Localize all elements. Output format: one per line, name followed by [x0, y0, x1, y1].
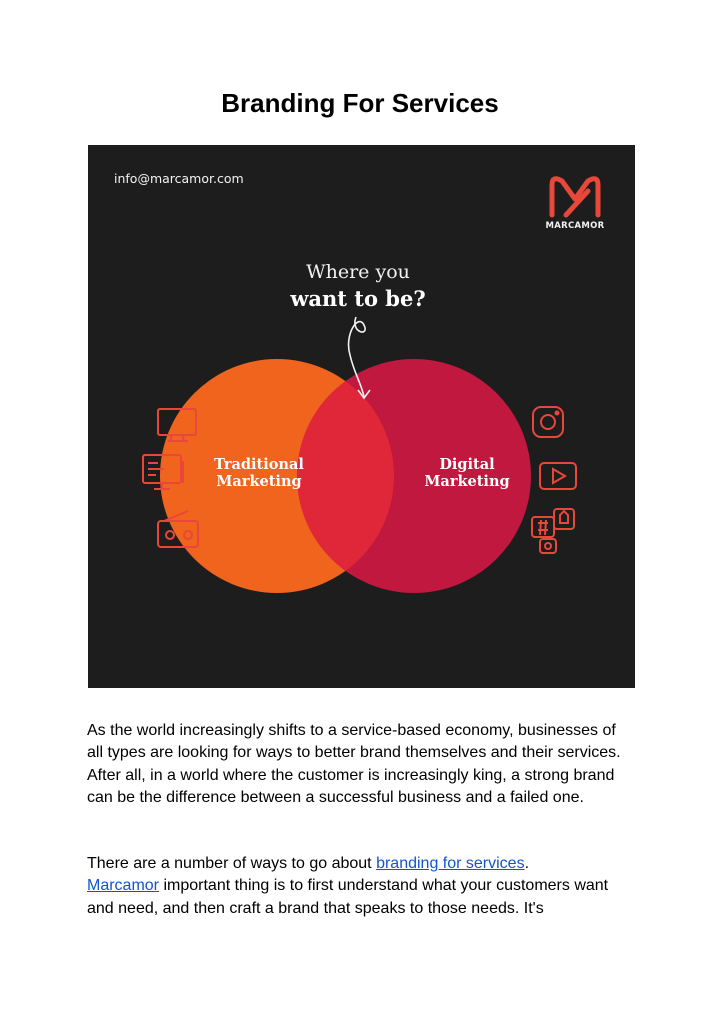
page-title: Branding For Services	[221, 88, 499, 118]
play-video-icon	[540, 463, 576, 489]
contact-email: info@marcamor.com	[114, 171, 244, 186]
marcamor-link[interactable]: Marcamor	[87, 877, 160, 895]
traditional-label-line2: Marketing	[216, 473, 302, 490]
branding-for-services-link[interactable]: branding for services	[376, 855, 525, 872]
headline-line2: want to be?	[290, 286, 426, 311]
second-paragraph	[87, 853, 635, 920]
traditional-marketing-label	[204, 456, 314, 490]
digital-label-line2: Marketing	[424, 473, 510, 490]
social-media-icon	[532, 509, 574, 553]
brand-name: MARCAMOR	[545, 221, 605, 231]
paragraph2-text-1: There are a number of ways to go about	[87, 855, 377, 872]
digital-label-line1: Digital	[439, 456, 495, 473]
headline-line1: Where you	[306, 261, 410, 283]
digital-marketing-label	[412, 456, 522, 490]
marcamor-logo-icon	[552, 179, 598, 215]
paragraph2-text-2: .	[524, 855, 530, 872]
hero-image	[88, 145, 635, 688]
paragraph2-text-3: important thing is to first understand what your customers want and need, and then craft a brand that speaks to those needs. It's	[87, 877, 609, 917]
instagram-icon	[533, 407, 563, 437]
traditional-label-line1: Traditional	[214, 456, 304, 473]
intro-paragraph: As the world increasingly shifts to a service-based economy, businesses of all types are looking for ways to better brand themselves and their services. After all, in a world where the customer is increasingly king, a strong brand can be the difference between a successful business and a failed one.	[87, 722, 621, 806]
